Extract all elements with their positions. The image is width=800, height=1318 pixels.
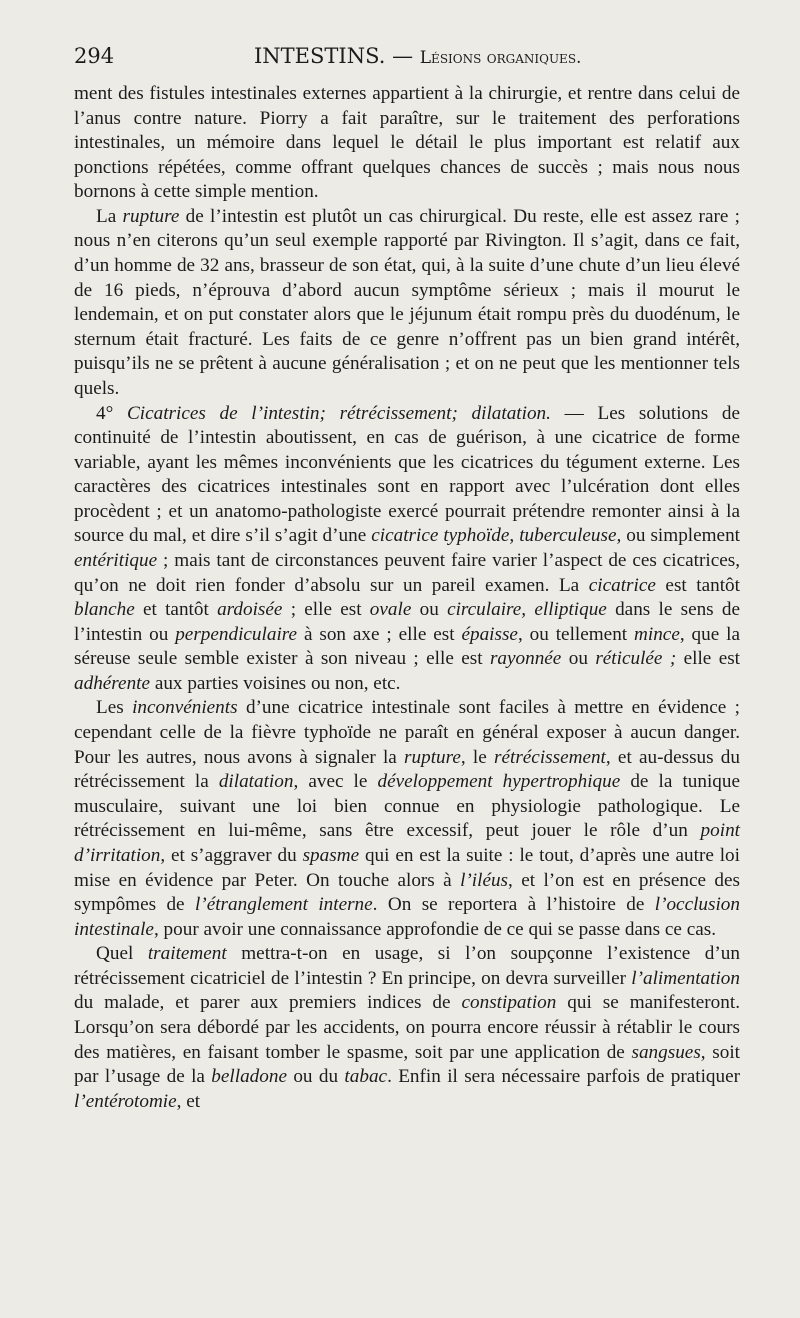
paragraph — [74, 696, 740, 942]
text-run: ment des fistules intestinales externes appartient à la chirurgie, et rentre dans celui de l’anus contre nature. Piorry a fait paraître, sur le traitement des perforations intestinales, un mémoire dans lequel le détail le plus important est relatif aux ponctions répétées, comme offrant quelques chances de succès ; mais nous nous bornons à cette simple mention. — [74, 83, 740, 203]
text-run: , et au-dessus du rétrécissement la — [74, 746, 740, 793]
italic-run: réticulée ; — [595, 648, 677, 670]
text-run: . On se reportera à l’histoire de — [372, 894, 655, 916]
paragraph — [74, 942, 740, 1114]
italic-run: mince — [634, 623, 680, 645]
italic-run: adhérente — [74, 672, 151, 694]
italic-run: cicatrice typhoïde, tuberculeuse, — [371, 525, 622, 547]
italic-run: perpendiculaire — [175, 623, 298, 645]
running-title — [254, 44, 581, 68]
text-run: , que la séreuse seule semble exister à son niveau ; elle est — [74, 623, 740, 670]
italic-run: traitement — [147, 943, 227, 965]
italic-run: dilatation — [218, 771, 294, 793]
italic-run: rétrécissement — [494, 746, 606, 768]
italic-run: circulaire, elliptique — [447, 599, 607, 621]
italic-run: Cicatrices de l’intestin; rétrécissement; dilatation. — [126, 402, 551, 424]
body-text — [74, 82, 740, 1114]
text-run: de la tunique musculaire, suivant une loi bien connue en physiologie pathologique. Le rétrécissement en lui-même, sans être excessif, peut jouer le rôle d’un — [74, 771, 741, 842]
text-run: Les — [96, 697, 133, 719]
italic-run: belladone — [211, 1066, 287, 1088]
text-run: ; elle est — [282, 599, 370, 621]
italic-run: l’iléus — [460, 869, 509, 891]
text-run: aux parties voisines ou non, etc. — [150, 672, 401, 694]
text-run: ; mais tant de circonstances peuvent faire varier l’aspect de ces cicatrices, qu’on ne doit rien fonder d’absolu sur un pareil examen. La — [74, 549, 740, 596]
italic-run: point d’irritation — [74, 820, 740, 866]
text-run: — Les solutions de continuité de l’intestin aboutissent, en cas de guérison, à une cicatrice de forme variable, ayant les mêmes inconvénients que les cicatrices du tégument externe. Les caractères des cicatrices intestinales sont en rapport avec l’ulcération dont elles procèdent ; et un anatomo-pathologiste exercé pourrait prétendre remonter ainsi à la source du mal, et dire s’il s’agit d’une — [74, 402, 740, 547]
text-run: est tantôt — [655, 574, 740, 596]
running-title-main: INTESTINS. — [254, 44, 386, 68]
text-run: La — [96, 205, 123, 227]
italic-run: développement hypertrophique — [377, 771, 621, 793]
text-run: mettra-t-on en usage, si l’on soupçonne l’existence d’un rétrécissement cicatriciel de l’intestin ? En principe, on devra surveiller — [74, 943, 740, 989]
text-run: d’une cicatrice intestinale sont faciles à mettre en évidence ; cependant celle de la fièvre typhoïde ne paraît en général exposer à aucun danger. Pour les autres, nous avons à signaler la — [74, 697, 740, 768]
text-run: , et s’aggraver du — [160, 844, 303, 866]
text-run: , pour avoir une connaissance approfondie de ce qui se passe dans ce cas. — [153, 918, 717, 940]
running-title-dash: — — [392, 44, 414, 68]
running-header — [74, 44, 740, 74]
text-run: , ou tellement — [517, 623, 635, 645]
text-run: , avec le — [293, 771, 378, 793]
text-run: , le — [460, 746, 494, 768]
text-run: dans le sens de l’intestin ou — [74, 599, 741, 645]
text-run: , et — [176, 1090, 201, 1112]
paragraph — [74, 82, 740, 205]
text-run: et tantôt — [134, 599, 218, 621]
italic-run: l’entérotomie — [74, 1090, 177, 1112]
paragraph — [74, 205, 740, 402]
italic-run: l’alimentation — [631, 967, 740, 989]
italic-run: rupture — [122, 205, 180, 227]
italic-run: rupture — [404, 746, 461, 768]
italic-run: sangsues — [631, 1041, 701, 1063]
text-run: Quel — [96, 943, 148, 965]
text-run: qui en est la suite : le tout, d’après une autre loi mise en évidence par Peter. On touche alors à — [74, 844, 740, 891]
text-run: ou — [561, 648, 596, 670]
italic-run: entéritique — [74, 549, 158, 571]
italic-run: l’occlusion intestinale — [74, 894, 740, 940]
running-title-subtitle: Lésions organiques. — [419, 48, 582, 68]
italic-run: l’étranglement interne — [194, 894, 373, 916]
italic-run: constipation — [461, 992, 557, 1014]
text-run: à son axe ; elle est — [297, 623, 462, 645]
text-run: elle est — [676, 648, 741, 670]
italic-run: ovale — [369, 599, 412, 621]
text-run: de l’intestin est plutôt un cas chirurgical. Du reste, elle est assez rare ; nous n’en citerons qu’un seul exemple rapporté par Rivington. Il s’agit, dans ce fait, d’un homme de 32 ans, brasseur de son état, qui, à la suite d’une chute d’un lieu élevé de 16 pieds, n’éprouva d’abord aucun symptôme sérieux ; mais il mourut le lendemain, et on put constater alors que le jéjunum était rompu près du duodénum, le sternum était fracturé. Les faits de ce genre n’offrent pas un bien grand intérêt, puisqu’ils ne se prêtent à aucune généralisation ; et on ne peut que les mentionner tels quels. — [74, 205, 740, 399]
italic-run: tabac — [344, 1066, 388, 1088]
italic-run: inconvénients — [132, 697, 238, 719]
italic-run: rayonnée — [489, 648, 562, 670]
text-run: du malade, et parer aux premiers indices de — [74, 992, 462, 1014]
text-run: 4° — [96, 402, 127, 424]
italic-run: épaisse — [461, 623, 518, 645]
text-run: ou du — [286, 1066, 345, 1088]
paragraph — [74, 402, 740, 697]
text-run: , et l’on est en présence des sympômes de — [74, 869, 740, 916]
italic-run: ardoisée — [217, 599, 283, 621]
text-run: ou — [411, 599, 448, 621]
text-run: ou simplement — [621, 525, 740, 547]
text-run: . Enfin il sera nécessaire parfois de pratiquer — [387, 1066, 741, 1088]
page-number: 294 — [74, 44, 115, 68]
italic-run: blanche — [74, 599, 135, 621]
text-run: , soit par l’usage de la — [74, 1041, 740, 1088]
text-run: qui se manifesteront. Lorsqu’on sera débordé par les accidents, on pourra encore réussir à rétablir le cours des matières, en faisant tomber le spasme, soit par une application de — [74, 992, 740, 1063]
italic-run: spasme — [302, 844, 360, 866]
italic-run: cicatrice — [588, 574, 656, 596]
